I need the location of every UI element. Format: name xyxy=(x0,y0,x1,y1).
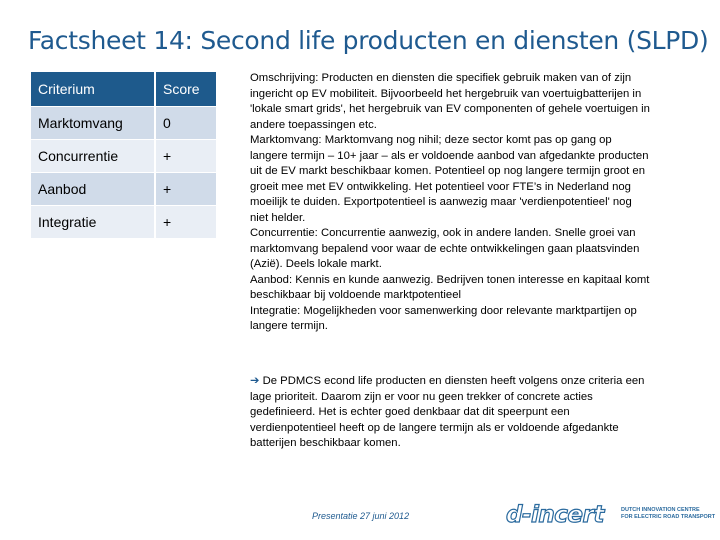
d-incert-logo: d-incert xyxy=(506,502,604,528)
conclusion-line xyxy=(250,374,710,390)
description-line: moeilijk te duiden. Exportpotentieel is aanwezig maar 'verdienpotentieel' nog xyxy=(250,196,632,208)
description-line: niet helder. xyxy=(250,211,306,224)
description-line: marktomvang bepalend voor waar de echte ontwikkelingen gaan plaatsvinden xyxy=(250,242,640,255)
logo-subtitle-line: FOR ELECTRIC ROAD TRANSPORT xyxy=(621,514,716,520)
description-text xyxy=(250,71,710,335)
description-line: Aanbod: Kennis en kunde aanwezig. Bedrijven tonen interesse en kapitaal komt xyxy=(250,273,650,286)
conclusion-line: lage prioriteit. Daarom zijn er voor nu geen trekker of concrete acties xyxy=(250,390,593,403)
description-line: (Azië). Deels lokale markt. xyxy=(250,258,382,270)
criterium-cell: Concurrentie xyxy=(31,139,156,172)
score-cell: + xyxy=(156,172,216,205)
description-line: andere toepassingen etc. xyxy=(250,118,377,131)
description-line: langere termijn – 10+ jaar – als er voldoende aanbod van afgedankte producten xyxy=(250,149,649,162)
table-header-row xyxy=(31,72,216,106)
score-cell: 0 xyxy=(156,106,216,139)
description-line: Concurrentie: Concurrentie aanwezig, ook in andere landen. Snelle groei van xyxy=(250,227,636,239)
table-row xyxy=(31,139,216,172)
conclusion-line: verdienpotentieel heeft op de langere termijn als er voldoende afgedankte xyxy=(250,421,619,434)
criterium-cell: Marktomvang xyxy=(31,106,156,139)
conclusion-line-text: De PDMCS econd life producten en diensten heeft volgens onze criteria een xyxy=(259,375,645,387)
conclusion-line: batterijen beschikbaar komen. xyxy=(250,437,401,449)
page-title: Factsheet 14: Second life producten en diensten (SLPD) xyxy=(28,26,709,55)
conclusion-line: gedefinieerd. Het is echter goed denkbaar dat dit speerpunt een xyxy=(250,406,570,418)
table-row xyxy=(31,172,216,205)
criterium-cell: Integratie xyxy=(31,205,156,238)
column-header-score: Score xyxy=(156,72,216,106)
footer-date: Presentatie 27 juni 2012 xyxy=(312,511,410,521)
logo-subtitle xyxy=(621,507,715,521)
description-line: groeit mee met EV ontwikkeling. Het potentieel voor FTE’s in Nederland nog xyxy=(250,180,631,193)
description-line: langere termijn. xyxy=(250,320,328,332)
criterium-cell: Aanbod xyxy=(31,172,156,205)
score-cell: + xyxy=(156,205,216,238)
criteria-table xyxy=(31,72,216,238)
description-line: Marktomvang: Marktomvang nog nihil; deze sector komt pas op gang op xyxy=(250,134,612,146)
description-line: Omschrijving: Producten en diensten die specifiek gebruik maken van of zijn xyxy=(250,72,632,84)
description-line: Integratie: Mogelijkheden voor samenwerking door relevante marktpartijen op xyxy=(250,304,637,317)
description-line: ingericht op EV mobiliteit. Bijvoorbeeld het hergebruik van voertuigbatterijen in xyxy=(250,87,642,100)
logo-subtitle-line: DUTCH INNOVATION CENTRE xyxy=(621,507,700,513)
column-header-criterium: Criterium xyxy=(31,72,156,106)
description-line: beschikbaar bij voldoende marktpotentieel xyxy=(250,289,462,301)
description-line: 'lokale smart grids', het hergebruik van EV componenten of gehele voertuigen in xyxy=(250,103,650,115)
score-cell: + xyxy=(156,139,216,172)
table-row xyxy=(31,205,216,238)
table-row xyxy=(31,106,216,139)
arrow-right-icon: ➔ xyxy=(250,375,260,387)
description-line: uit de EV markt beschikbaar komen. Potentieel op nog langere termijn groot en xyxy=(250,165,645,177)
conclusion-text xyxy=(250,374,710,452)
